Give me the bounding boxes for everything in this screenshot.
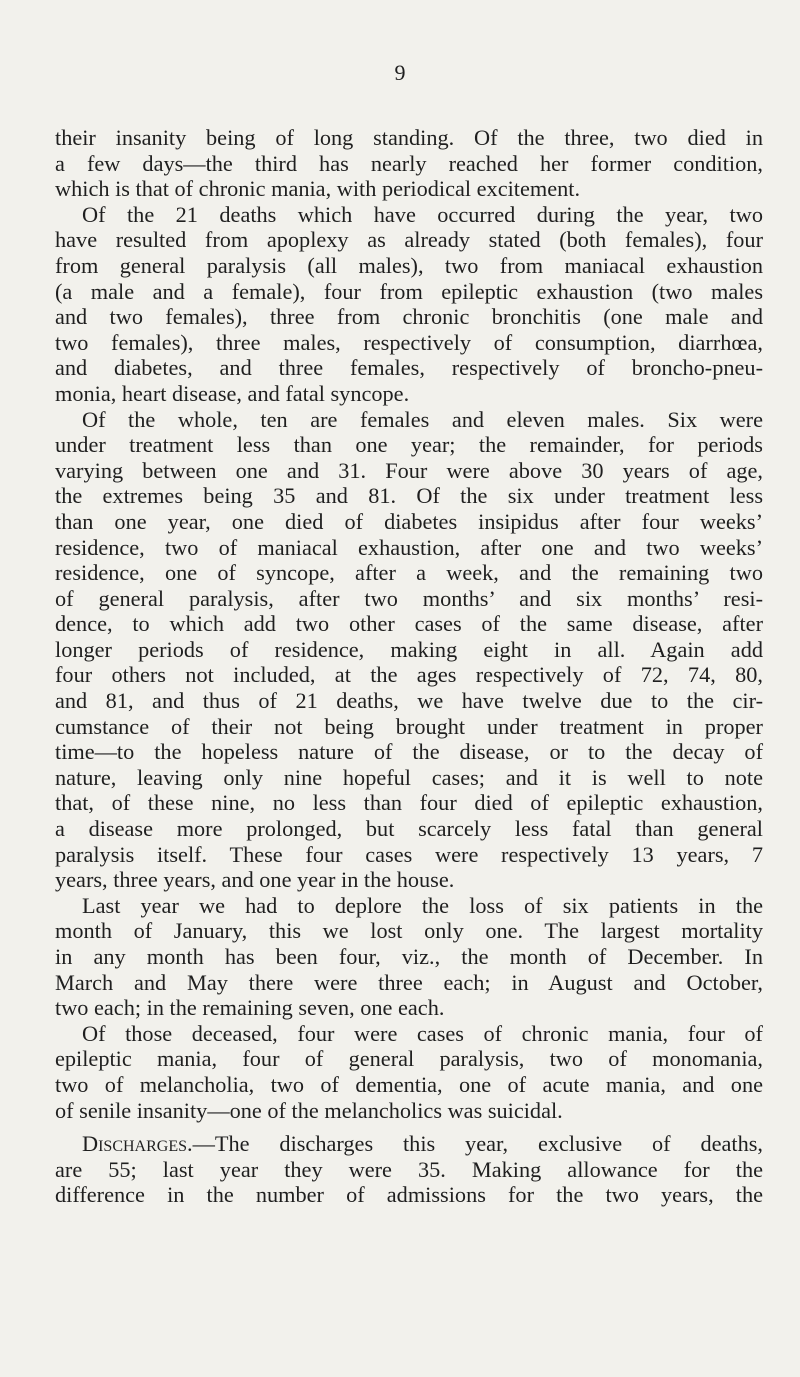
text-line: (a male and a female), four from epileptic exhaustion (two males bbox=[55, 278, 763, 304]
paragraph-forms-of-disease bbox=[55, 1021, 763, 1123]
text-line: paralysis itself. These four cases were respectively 13 years, 7 bbox=[55, 841, 763, 867]
text-line: residence, one of syncope, after a week, and the remaining two bbox=[55, 560, 763, 586]
paragraph-discharges bbox=[55, 1131, 763, 1208]
text-line: have resulted from apoplexy as already stated (both females), four bbox=[55, 227, 763, 253]
text-line bbox=[55, 1131, 763, 1157]
text-line: March and May there were three each; in August and October, bbox=[55, 969, 763, 995]
text-line: epileptic mania, four of general paralysis, two of monomania, bbox=[55, 1046, 763, 1072]
text-line: Of those deceased, four were cases of chronic mania, four of bbox=[82, 1020, 763, 1046]
text-line: dence, to which add two other cases of the same disease, after bbox=[55, 611, 763, 637]
text-line: two of melancholia, two of dementia, one of acute mania, and one bbox=[55, 1071, 763, 1097]
text-line: varying between one and 31. Four were above 30 years of age, bbox=[55, 457, 763, 483]
text-line: than one year, one died of diabetes insipidus after four weeks’ bbox=[55, 508, 763, 534]
section-heading-discharges: Discharges. bbox=[82, 1131, 193, 1157]
text-line: monia, heart disease, and fatal syncope. bbox=[55, 380, 410, 406]
text-fragment: —The discharges this year, exclusive of deaths, bbox=[192, 1131, 763, 1157]
paragraph-causes-of-death bbox=[55, 202, 763, 407]
text-line: in any month has been four, viz., the month of December. In bbox=[55, 944, 763, 969]
page-number: 9 bbox=[394, 60, 406, 85]
paragraph-continuation bbox=[55, 125, 763, 202]
text-line: Of the whole, ten are females and eleven males. Six were bbox=[82, 406, 763, 432]
text-line: of senile insanity—one of the melancholics was suicidal. bbox=[55, 1097, 563, 1123]
text-line: years, three years, and one year in the house. bbox=[55, 867, 455, 893]
text-line: time—to the hopeless nature of the disease, or to the decay of bbox=[55, 739, 763, 765]
text-line: of general paralysis, after two months’ and six months’ resi- bbox=[55, 585, 763, 611]
text-line: are 55; last year they were 35. Making allowance for the bbox=[55, 1156, 763, 1182]
text-line: Last year we had to deplore the loss of six patients in the bbox=[82, 892, 763, 918]
text-line: cumstance of their not being brought under treatment in proper bbox=[55, 713, 763, 739]
text-line: difference in the number of admissions for the two years, the bbox=[55, 1182, 763, 1208]
text-line: their insanity being of long standing. Of the three, two died in bbox=[55, 125, 763, 150]
text-line: which is that of chronic mania, with periodical excitement. bbox=[55, 176, 581, 202]
text-line: and 81, and thus of 21 deaths, we have twelve due to the cir- bbox=[55, 688, 763, 714]
text-line: longer periods of residence, making eight in all. Again add bbox=[55, 636, 763, 662]
text-line: under treatment less than one year; the remainder, for periods bbox=[55, 432, 763, 458]
paragraph-monthly-mortality bbox=[55, 893, 763, 1021]
text-line: four others not included, at the ages respectively of 72, 74, 80, bbox=[55, 662, 763, 688]
text-line: a disease more prolonged, but scarcely less fatal than general bbox=[55, 816, 763, 842]
text-line: from general paralysis (all males), two from maniacal exhaustion bbox=[55, 252, 763, 278]
text-line: residence, two of maniacal exhaustion, after one and two weeks’ bbox=[55, 534, 763, 560]
text-line: nature, leaving only nine hopeful cases; and it is well to note bbox=[55, 764, 763, 790]
text-line: two females), three males, respectively of consumption, diarrhœa, bbox=[55, 329, 763, 355]
text-line: a few days—the third has nearly reached her former condition, bbox=[55, 150, 763, 176]
text-body bbox=[55, 125, 763, 1208]
text-line: and two females), three from chronic bronchitis (one male and bbox=[55, 304, 763, 330]
paragraph-duration-analysis bbox=[55, 407, 763, 893]
text-line: that, of these nine, no less than four died of epileptic exhaustion, bbox=[55, 790, 763, 816]
text-line: and diabetes, and three females, respectively of broncho-pneu- bbox=[55, 355, 763, 381]
text-line: the extremes being 35 and 81. Of the six under treatment less bbox=[55, 483, 763, 509]
text-line: month of January, this we lost only one. The largest mortality bbox=[55, 918, 763, 944]
text-line: Of the 21 deaths which have occurred during the year, two bbox=[82, 201, 763, 227]
text-line: two each; in the remaining seven, one each. bbox=[55, 995, 445, 1021]
